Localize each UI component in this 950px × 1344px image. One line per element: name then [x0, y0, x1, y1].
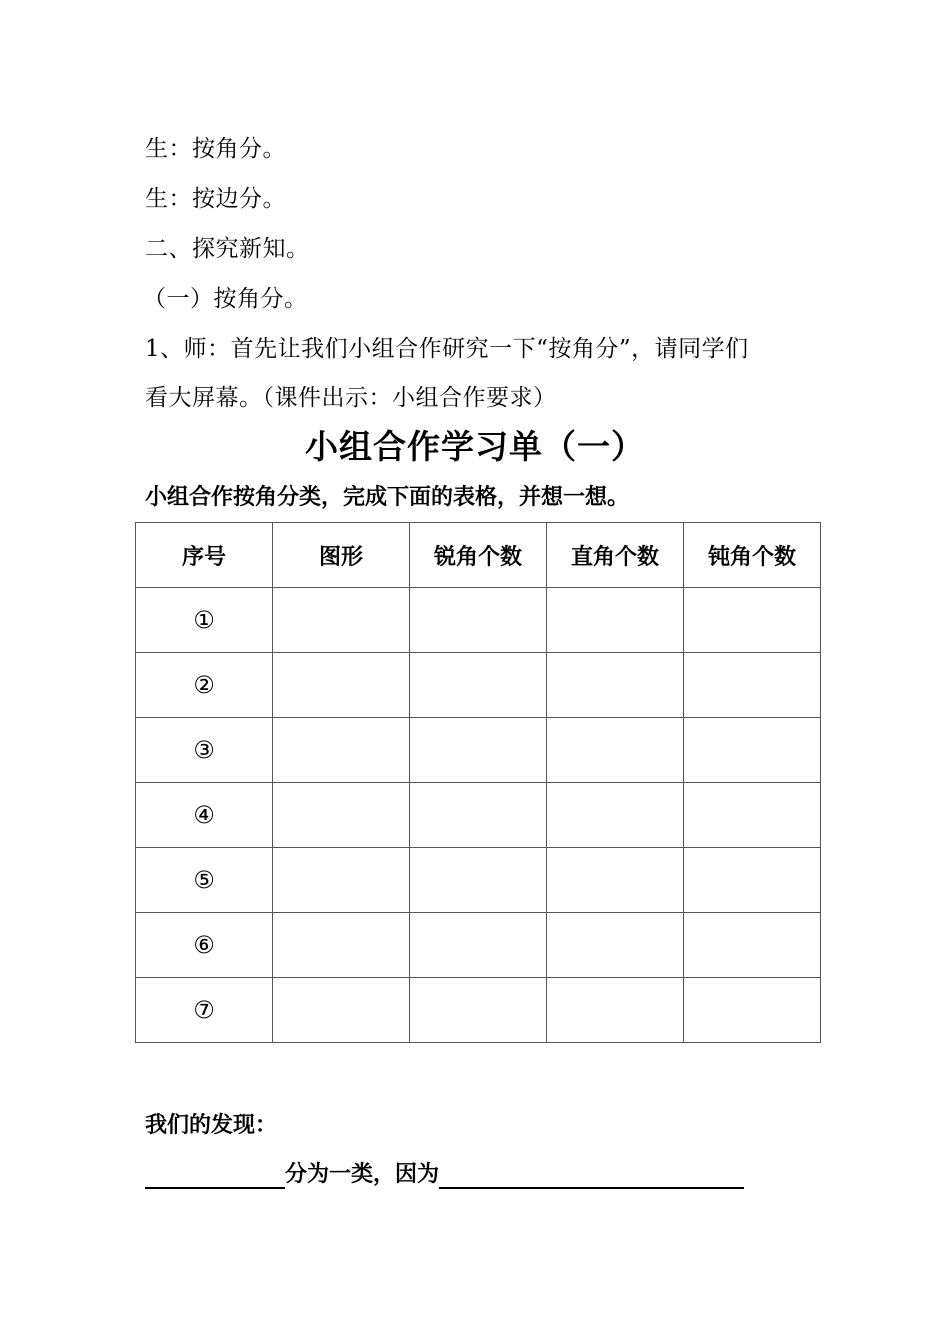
findings-label: 我们的发现： — [145, 1112, 278, 1138]
empty-cell[interactable] — [547, 653, 684, 718]
empty-cell[interactable] — [273, 848, 410, 913]
empty-cell[interactable] — [410, 783, 547, 848]
intro-line: 生：按角分。 — [145, 136, 286, 162]
table-row — [136, 588, 821, 653]
subsection-heading: （一）按角分。 — [143, 286, 308, 312]
table-row — [136, 783, 821, 848]
empty-cell[interactable] — [410, 588, 547, 653]
empty-cell[interactable] — [273, 913, 410, 978]
worksheet-title: 小组合作学习单（一） — [305, 427, 645, 466]
empty-cell[interactable] — [684, 913, 821, 978]
empty-cell[interactable] — [410, 978, 547, 1043]
header-shape: 图形 — [273, 523, 410, 588]
empty-cell[interactable] — [547, 718, 684, 783]
empty-cell[interactable] — [684, 588, 821, 653]
empty-cell[interactable] — [273, 718, 410, 783]
empty-cell[interactable] — [273, 978, 410, 1043]
classification-table — [135, 522, 821, 1043]
empty-cell[interactable] — [410, 653, 547, 718]
empty-cell[interactable] — [273, 783, 410, 848]
empty-cell[interactable] — [547, 848, 684, 913]
table-header-row — [136, 523, 821, 588]
row-index: ③ — [136, 718, 273, 783]
intro-line: 1、师：首先让我们小组合作研究一下“按角分”，请同学们 — [145, 336, 749, 362]
empty-cell[interactable] — [684, 848, 821, 913]
header-right-count: 直角个数 — [547, 523, 684, 588]
empty-cell[interactable] — [273, 588, 410, 653]
fill-in-blank[interactable] — [439, 1163, 744, 1189]
row-index: ⑦ — [136, 978, 273, 1043]
findings-sentence — [145, 1159, 744, 1189]
empty-cell[interactable] — [547, 913, 684, 978]
empty-cell[interactable] — [684, 653, 821, 718]
intro-line: 生：按边分。 — [145, 186, 286, 212]
empty-cell[interactable] — [410, 913, 547, 978]
fill-in-blank[interactable] — [145, 1163, 285, 1189]
table-row — [136, 848, 821, 913]
table-row — [136, 913, 821, 978]
header-obtuse-count: 钝角个数 — [684, 523, 821, 588]
worksheet-instruction: 小组合作按角分类，完成下面的表格，并想一想。 — [145, 484, 630, 510]
intro-line: 看大屏幕。（课件出示：小组合作要求） — [145, 385, 557, 411]
empty-cell[interactable] — [684, 978, 821, 1043]
header-acute-count: 锐角个数 — [410, 523, 547, 588]
empty-cell[interactable] — [684, 718, 821, 783]
findings-sentence-text: 分为一类，因为 — [285, 1161, 440, 1187]
empty-cell[interactable] — [410, 718, 547, 783]
empty-cell[interactable] — [547, 783, 684, 848]
section-heading: 二、探究新知。 — [145, 236, 310, 262]
table-row — [136, 718, 821, 783]
empty-cell[interactable] — [547, 978, 684, 1043]
row-index: ② — [136, 653, 273, 718]
empty-cell[interactable] — [410, 848, 547, 913]
empty-cell[interactable] — [273, 653, 410, 718]
empty-cell[interactable] — [547, 588, 684, 653]
table-row — [136, 978, 821, 1043]
row-index: ④ — [136, 783, 273, 848]
empty-cell[interactable] — [684, 783, 821, 848]
header-index: 序号 — [136, 523, 273, 588]
row-index: ① — [136, 588, 273, 653]
row-index: ⑤ — [136, 848, 273, 913]
row-index: ⑥ — [136, 913, 273, 978]
table-row — [136, 653, 821, 718]
